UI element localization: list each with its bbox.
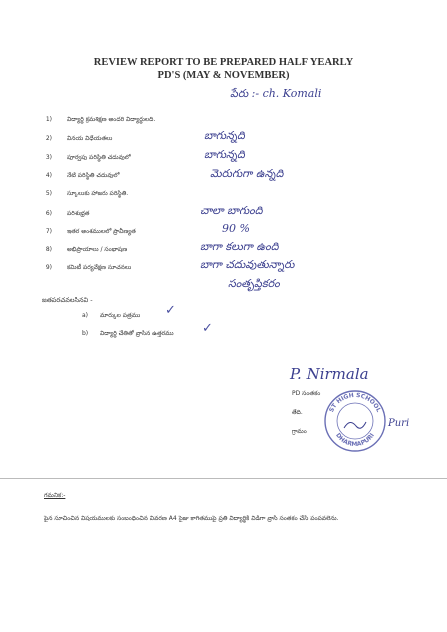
svg-text:DHARMAPURI: DHARMAPURI bbox=[334, 431, 376, 449]
item-6-label: పరిశుభ్రత bbox=[67, 210, 90, 217]
item-6-number: 6) bbox=[45, 210, 52, 217]
attachment-a-number: a) bbox=[82, 312, 89, 319]
item-7-number: 7) bbox=[45, 228, 52, 235]
item-9-answer: బాగా చదువుతున్నారు bbox=[200, 258, 295, 271]
item-2-answer: బాగున్నది bbox=[204, 129, 245, 142]
item-2-number: 2) bbox=[45, 135, 52, 142]
student-name-handwritten: పేరు :- ch. Komali bbox=[230, 87, 322, 100]
item-2-label: వినయ విధేయతలు bbox=[67, 135, 113, 142]
place-label: గ్రామం bbox=[292, 428, 307, 435]
item-6-answer: చాలా బాగుంది bbox=[200, 204, 263, 217]
item-8-label: అభిప్రాయాలు / సంభాషణ bbox=[67, 246, 128, 253]
attachment-b-number: b) bbox=[82, 330, 89, 337]
date-label: తేది. bbox=[292, 409, 303, 416]
place-handwritten: Puri bbox=[388, 418, 410, 429]
item-7-answer: 90 % bbox=[222, 222, 250, 235]
item-9-number: 9) bbox=[45, 264, 52, 271]
pd-signature-handwritten: P. Nirmala bbox=[290, 365, 369, 383]
item-7-label: ఇతర అంశములలో ప్రావీణ్యత bbox=[67, 228, 136, 235]
item-4-label: నేటి పరిస్థితి చదువులో bbox=[67, 172, 120, 179]
attachments-heading: జతపరచవలసినవి - bbox=[42, 296, 93, 304]
item-5-label: స్కూలుకు హాజరు పరిస్థితి. bbox=[67, 190, 129, 197]
item-8-answer: బాగా కలుగా ఉంది bbox=[200, 240, 279, 253]
school-stamp-icon bbox=[322, 388, 388, 454]
attachment-b-label: విద్యార్థి చేతితో వ్రాసిన ఉత్తరము bbox=[100, 330, 174, 337]
item-3-number: 3) bbox=[45, 154, 52, 161]
svg-text:ST HIGH SCHOOL: ST HIGH SCHOOL bbox=[327, 391, 383, 414]
item-4-number: 4) bbox=[45, 172, 52, 179]
note-text: పైన సూచించిన విషయములకు సంబంధించిన వివరణ A4 సైజు కాగితముపై ప్రతి విద్యార్థికి విడిగా వ్రాసి సంతకం చేసి పంపవలెను. bbox=[44, 515, 339, 522]
item-5-number: 5) bbox=[45, 190, 52, 197]
item-4-answer: మెరుగుగా ఉన్నది bbox=[210, 167, 284, 180]
item-1-label: విద్యార్థి క్రమశిక్షణ అందరి విద్యార్థులది. bbox=[67, 116, 156, 123]
pd-signature-label: PD సంతకం bbox=[292, 390, 321, 397]
item-9-label: కమిటీ పర్యవేక్షణ సూచనలు bbox=[67, 264, 132, 271]
note-divider bbox=[0, 478, 447, 479]
item-9-answer-line2: సంతృప్తికరం bbox=[228, 277, 280, 290]
item-3-answer: బాగున్నది bbox=[204, 148, 245, 161]
attachment-a-check-icon: ✓ bbox=[165, 303, 176, 318]
report-title-line1: REVIEW REPORT TO BE PREPARED HALF YEARLY bbox=[93, 57, 354, 68]
item-1-number: 1) bbox=[45, 116, 52, 123]
note-heading: గమనిక:- bbox=[44, 492, 66, 499]
item-8-number: 8) bbox=[45, 246, 52, 253]
attachment-a-label: మార్కుల పత్రము bbox=[100, 312, 141, 319]
report-title-line2: PD'S (MAY & NOVEMBER) bbox=[157, 70, 290, 81]
item-3-label: పూర్వపు పరిస్థితి చదువులో bbox=[67, 154, 131, 161]
attachment-b-check-icon: ✓ bbox=[202, 321, 213, 336]
